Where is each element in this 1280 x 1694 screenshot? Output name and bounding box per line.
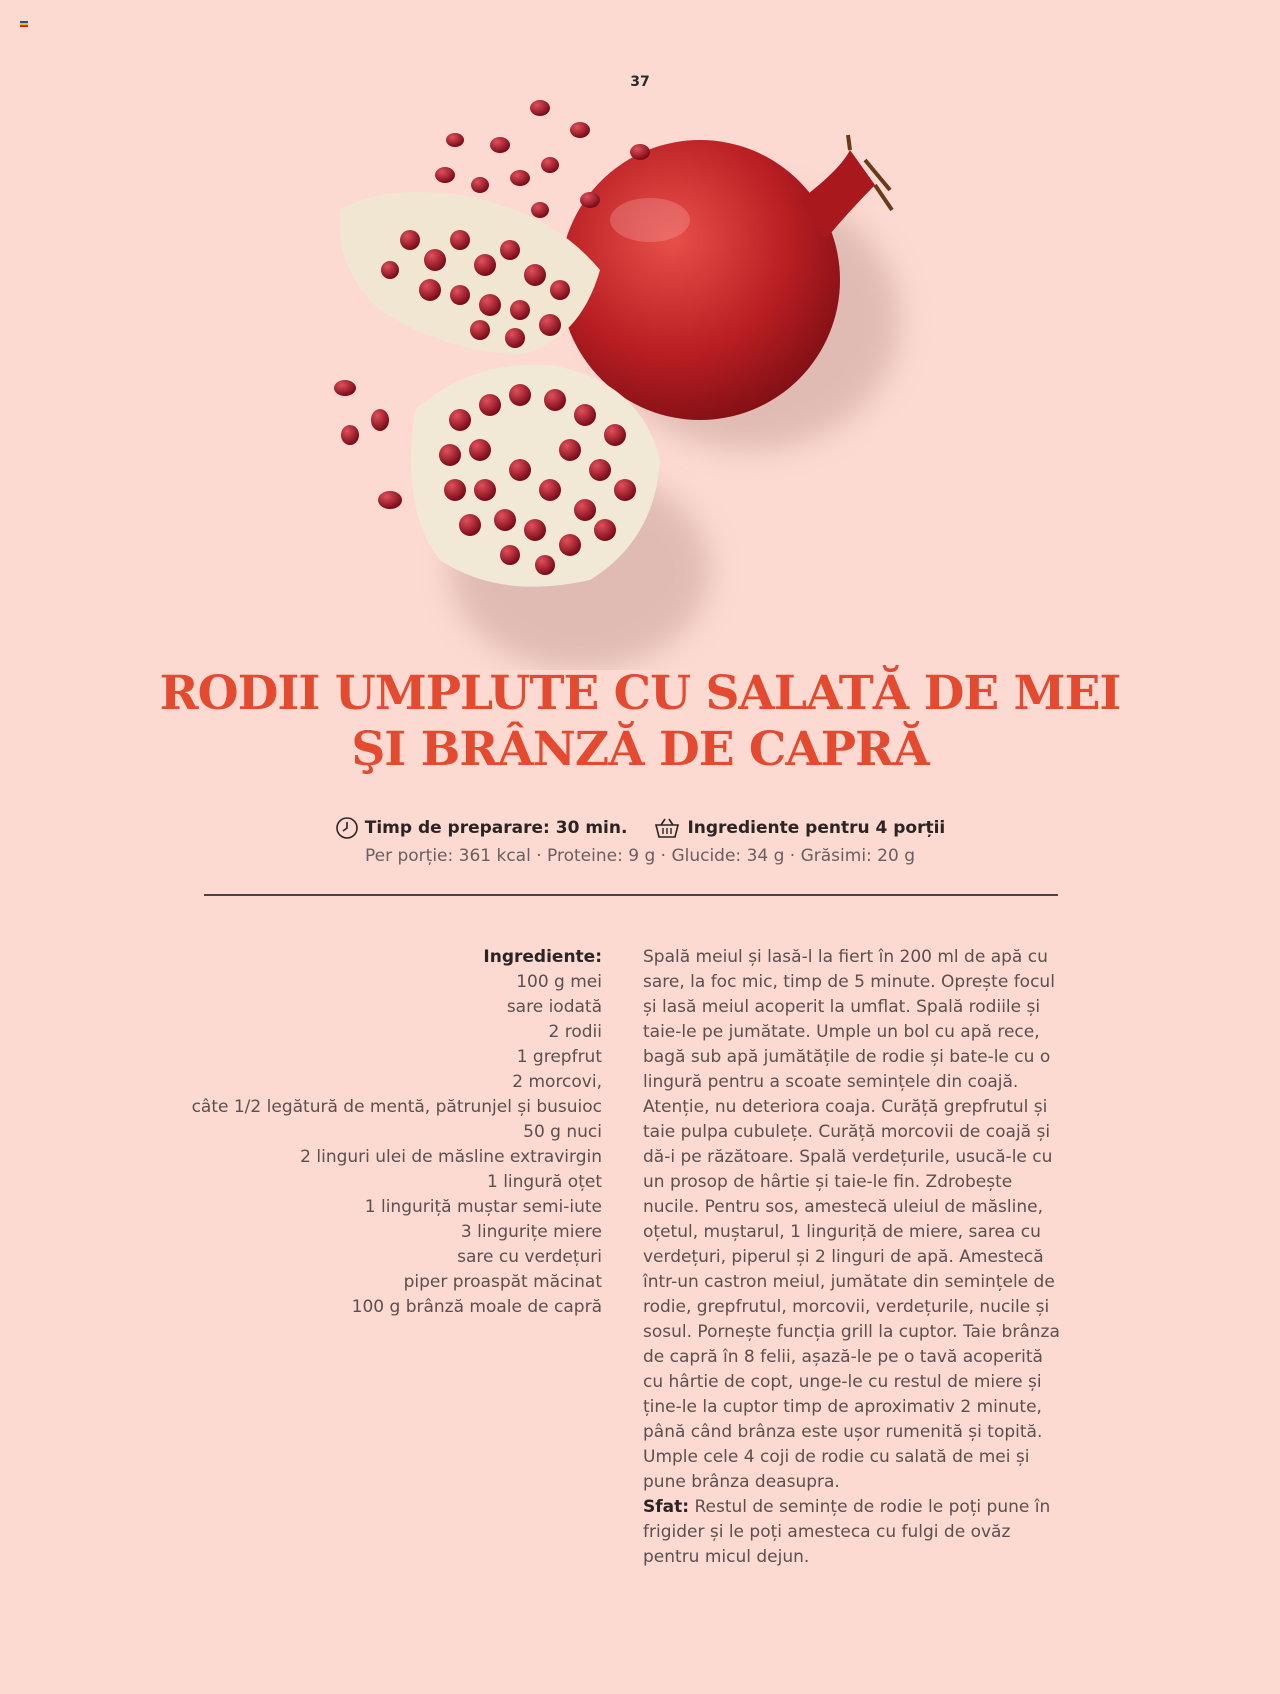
page-number: 37: [630, 74, 650, 90]
ingredient-item: sare cu verdețuri: [457, 1247, 602, 1267]
method-text: [643, 945, 1063, 1570]
ingredient-item: 2 linguri ulei de măsline extravirgin: [300, 1147, 602, 1167]
title-line-1: RODII UMPLUTE CU SALATĂ DE MEI: [159, 666, 1121, 721]
ingredients-heading: Ingrediente:: [483, 947, 602, 967]
recipe-meta: [0, 816, 1280, 840]
ingredient-item: 50 g nuci: [523, 1122, 602, 1142]
ingredient-item: 2 morcovi,: [512, 1072, 602, 1092]
ingredient-item: piper proaspăt măcinat: [403, 1272, 602, 1292]
pomegranate-illustration: [320, 90, 960, 670]
prep-time: [335, 816, 628, 840]
basket-icon: [653, 816, 681, 840]
tip-label: Sfat:: [643, 1497, 690, 1517]
ingredients-list: [150, 945, 602, 1320]
recipe-title: [0, 666, 1280, 778]
servings: [653, 816, 945, 840]
clock-icon: [335, 816, 359, 840]
servings-text: Ingrediente pentru 4 porții: [687, 818, 946, 838]
ingredient-item: 1 grepfrut: [516, 1047, 602, 1067]
ingredient-item: câte 1/2 legătură de mentă, pătrunjel și busuioc: [191, 1097, 602, 1117]
divider: [204, 894, 1058, 896]
nutrition-info: Per porție: 361 kcal · Proteine: 9 g · Glucide: 34 g · Grăsimi: 20 g: [364, 846, 916, 866]
ingredient-item: 100 g mei: [516, 972, 602, 992]
ingredient-item: 100 g brânză moale de capră: [351, 1297, 602, 1317]
ingredient-item: 3 lingurițe miere: [460, 1222, 602, 1242]
prep-time-text: Timp de preparare: 30 min.: [364, 818, 628, 838]
ingredient-item: sare iodată: [506, 997, 602, 1017]
tip-text: Restul de semințe de rodie le poți pune în frigider și le poți amesteca cu fulgi de ovăz pentru micul dejun.: [643, 1497, 1051, 1567]
ingredient-item: 1 linguriță muștar semi-iute: [364, 1197, 602, 1217]
method-body: Spală meiul și lasă-l la fiert în 200 ml de apă cu sare, la foc mic, timp de 5 minute. Oprește focul și lasă meiul acoperit la umflat. Spală rodiile și taie-le pe jumătate. Umple un bol cu apă rece, bagă sub apă jumătățile de rodie și bate-le cu o lingură pentru a scoate semințele din coajă. Atenție, nu deteriora coaja. Curăță grepfrutul și taie pulpa cubulețe. Curăță morcovii de coajă și dă-i pe răzătoare. Spală verdețurile, usucă-le cu un prosop de hârtie și taie-le fin. Zdrobește nucile. Pentru sos, amestecă uleiul de măsline, oțetul, muștarul, 1 linguriță de miere, sarea cu verdețuri, piperul și 2 linguri de apă. Amestecă într-un castron meiul, jumătate din semințele de rodie, grepfrutul, morcovii, verdețurile, nucile și sosul. Pornește funcția grill la cuptor. Taie brânza de capră în 8 felii, așază-le pe o tavă acoperită cu hârtie de copt, unge-le cu restul de miere și ține-le la cuptor timp de aproximativ 2 minute, până când brânza este ușor rumenită și topită. Umple cele 4 coji de rodie cu salată de mei și pune brânza deasupra.: [643, 947, 1060, 1492]
flag-icon: [20, 21, 28, 27]
ingredient-item: 1 lingură oțet: [486, 1172, 602, 1192]
title-line-2: ŞI BRÂNZĂ DE CAPRĂ: [351, 722, 929, 777]
ingredient-item: 2 rodii: [548, 1022, 602, 1042]
